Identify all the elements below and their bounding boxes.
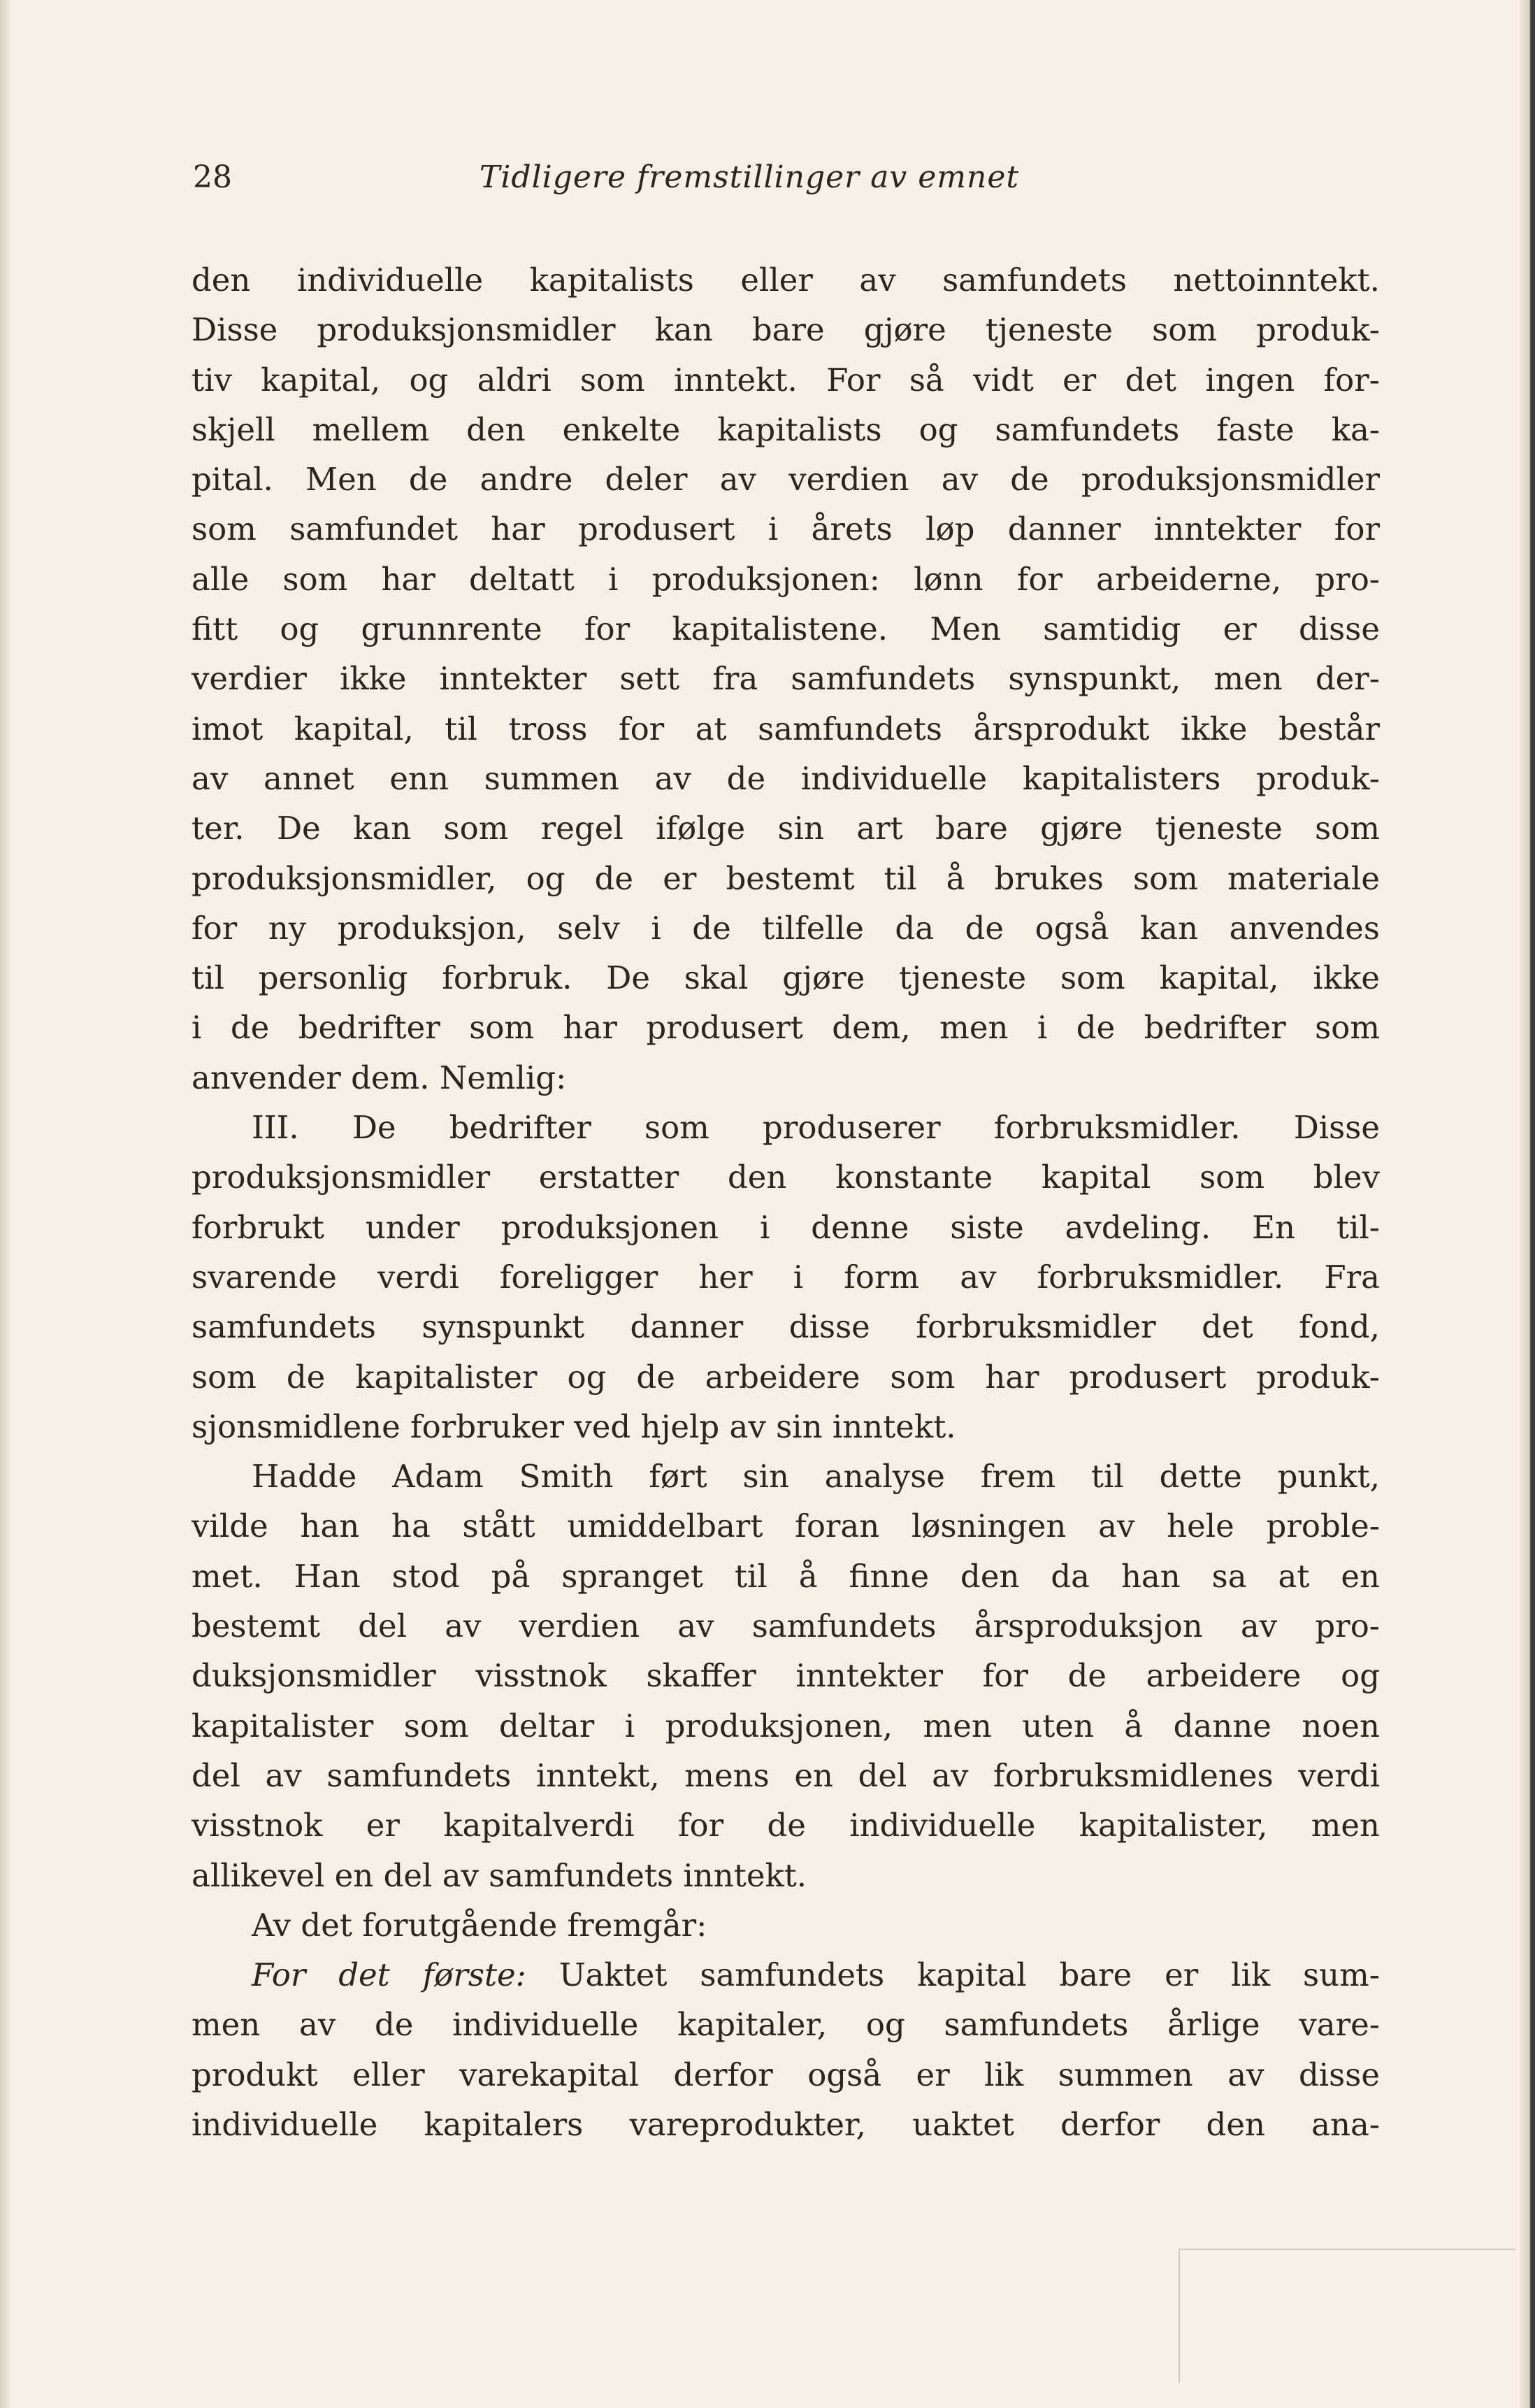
text-line: den individuelle kapitalists eller av samfundets nettoinntekt. bbox=[192, 261, 1380, 299]
text-line: anvender dem. Nemlig: bbox=[192, 1059, 567, 1096]
running-head: Tidligere fremstillinger av emnet bbox=[480, 159, 1020, 195]
text-line: vilde han ha stått umiddelbart foran løsningen av hele proble- bbox=[192, 1507, 1380, 1545]
text-line: individuelle kapitalers vareprodukter, uaktet derfor den ana- bbox=[192, 2105, 1380, 2143]
text-line: samfundets synspunkt danner disse forbruksmidler det fond, bbox=[192, 1308, 1380, 1346]
text-line: del av samfundets inntekt, mens en del av forbruksmidlenes verdi bbox=[192, 1756, 1380, 1794]
text-line: skjell mellem den enkelte kapitalists og samfundets faste ka- bbox=[192, 410, 1380, 448]
text-line: kapitalister som deltar i produksjonen, men uten å danne noen bbox=[192, 1707, 1380, 1744]
text-line: produksjonsmidler, og de er bestemt til å brukes som materiale bbox=[192, 859, 1380, 897]
text-line: imot kapital, til tross for at samfundets årsprodukt ikke består bbox=[192, 710, 1380, 747]
text-line: sjonsmidlene forbruker ved hjelp av sin inntekt. bbox=[192, 1407, 956, 1445]
text-line: som de kapitalister og de arbeidere som har produsert produk- bbox=[192, 1358, 1380, 1396]
text-line: i de bedrifter som har produsert dem, men i de bedrifter som bbox=[192, 1009, 1380, 1047]
page-number: 28 bbox=[193, 159, 232, 195]
page-left-edge bbox=[0, 0, 10, 2408]
text-line: allikevel en del av samfundets inntekt. bbox=[192, 1856, 807, 1894]
text-line: met. Han stod på spranget til å finne den da han sa at en bbox=[192, 1557, 1380, 1595]
text-line: pital. Men de andre deler av verdien av de produksjonsmidler bbox=[192, 461, 1380, 499]
text-line: verdier ikke inntekter sett fra samfundets synspunkt, men der- bbox=[192, 660, 1380, 698]
text-line: fitt og grunnrente for kapitalistene. Men samtidig er disse bbox=[192, 610, 1380, 648]
page-header bbox=[193, 159, 1367, 201]
text-line: produksjonsmidler erstatter den konstante kapital som blev bbox=[192, 1159, 1380, 1196]
text-line-rest: Uaktet samfundets kapital bare er lik sum- bbox=[558, 1956, 1380, 1994]
text-line: til personlig forbruk. De skal gjøre tjeneste som kapital, ikke bbox=[192, 959, 1380, 997]
text-line: for ny produksjon, selv i de tilfelle da de også kan anvendes bbox=[192, 909, 1380, 947]
text-line: forbrukt under produksjonen i denne siste avdeling. En til- bbox=[192, 1208, 1380, 1246]
text-line: Hadde Adam Smith ført sin analyse frem til dette punkt, bbox=[252, 1458, 1380, 1496]
scan-corner-mark bbox=[1179, 2249, 1515, 2383]
page-right-edge bbox=[1520, 0, 1535, 2408]
text-line: Disse produksjonsmidler kan bare gjøre tjeneste som produk- bbox=[192, 311, 1380, 349]
text-line: svarende verdi foreligger her i form av forbruksmidler. Fra bbox=[192, 1258, 1380, 1296]
text-line: alle som har deltatt i produksjonen: lønn for arbeiderne, pro- bbox=[192, 560, 1380, 598]
text-line: III. De bedrifter som produserer forbruksmidler. Disse bbox=[252, 1109, 1380, 1147]
text-line: bestemt del av verdien av samfundets årsproduksjon av pro- bbox=[192, 1607, 1380, 1645]
text-line: som samfundet har produsert i årets løp danner inntekter for bbox=[192, 510, 1380, 548]
text-line: av annet enn summen av de individuelle kapitalisters produk- bbox=[192, 759, 1380, 797]
text-line: produkt eller varekapital derfor også er lik summen av disse bbox=[192, 2056, 1380, 2093]
text-line: ter. De kan som regel ifølge sin art bare gjøre tjeneste som bbox=[192, 810, 1380, 847]
text-line bbox=[192, 1950, 1380, 2000]
text-line: duksjonsmidler visstnok skaffer inntekter for de arbeidere og bbox=[192, 1657, 1380, 1695]
italic-lead: For det første: bbox=[252, 1956, 526, 1994]
text-line: tiv kapital, og aldri som inntekt. For så vidt er det ingen for- bbox=[192, 361, 1380, 399]
body-text bbox=[192, 255, 1380, 2149]
text-line: visstnok er kapitalverdi for de individuelle kapitalister, men bbox=[192, 1807, 1380, 1844]
text-line: Av det forutgående fremgår: bbox=[252, 1906, 707, 1944]
text-line: men av de individuelle kapitaler, og samfundets årlige vare- bbox=[192, 2006, 1380, 2044]
